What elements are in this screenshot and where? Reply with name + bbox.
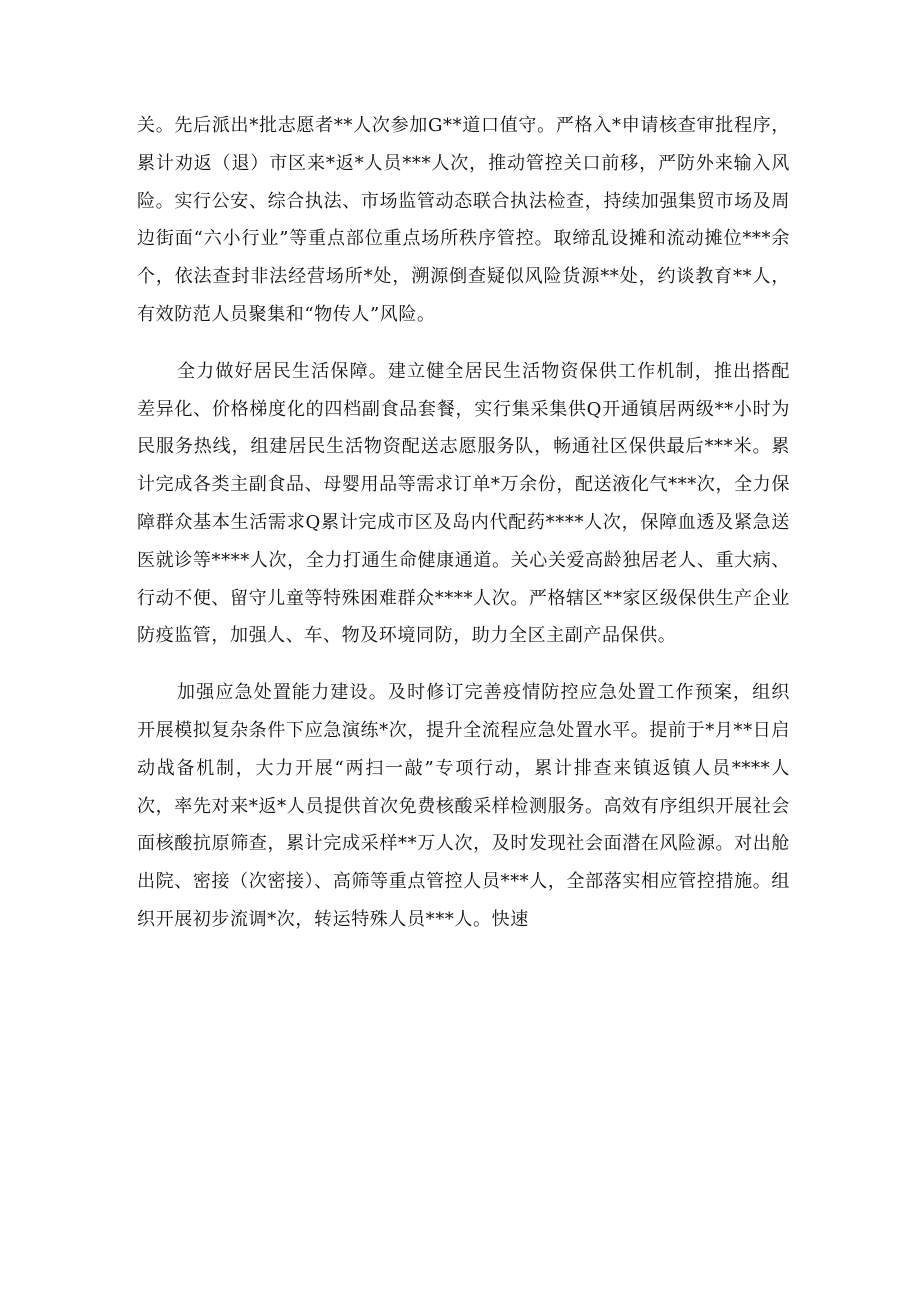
paragraph-continuation: 关。先后派出*批志愿者**人次参加G**道口值守。严格入*申请核查审批程序，累计劝返（退）市区来*返*人员***人次，推动管控关口前移，严防外来输入风险。实行公安、综合执法、市场监管动态联合执法检查，持续加强集贸市场及周边街面“六小行业”等重点部位重点场所秩序管控。取缔乱设摊和流动摊位***余个，依法查封非法经营场所*处，溯源倒查疑似风险货源**处，约谈教育**人，有效防范人员聚集和“物传人”风险。 bbox=[137, 115, 790, 325]
paragraph-living-support: 全力做好居民生活保障。建立健全居民生活物资保供工作机制，推出搭配差异化、价格梯度化的四档副食品套餐，实行集采集供Q开通镇居两级**小时为民服务热线，组建居民生活物资配送志愿服务队，畅通社区保供最后***米。累计完成各类主副食品、母婴用品等需求订单*万余份，配送液化气***次，全力保障群众基本生活需求Q累计完成市区及岛内代配药****人次，保障血透及紧急送医就诊等****人次，全力打通生命健康通道。关心关爱高龄独居老人、重大病、行动不便、留守儿童等特殊困难群众****人次。严格辖区**家区级保供生产企业防疫监管，加强人、车、物及环境同防，助力全区主副产品保供。 bbox=[137, 360, 790, 647]
paragraph-emergency-response: 加强应急处置能力建设。及时修订完善疫情防控应急处置工作预案，组织开展模拟复杂条件下应急演练*次，提升全流程应急处置水平。提前于*月**日启动战备机制，大力开展“两扫一敲”专项行动，累计排查来镇返镇人员****人次，率先对来*返*人员提供首次免费核酸采样检测服务。高效有序组织开展社会面核酸抗原筛查，累计完成采样**万人次，及时发现社会面潜在风险源。对出舱出院、密接（次密接）、高筛等重点管控人员***人，全部落实相应管控措施。组织开展初步流调*次，转运特殊人员***人。快速 bbox=[137, 682, 790, 930]
